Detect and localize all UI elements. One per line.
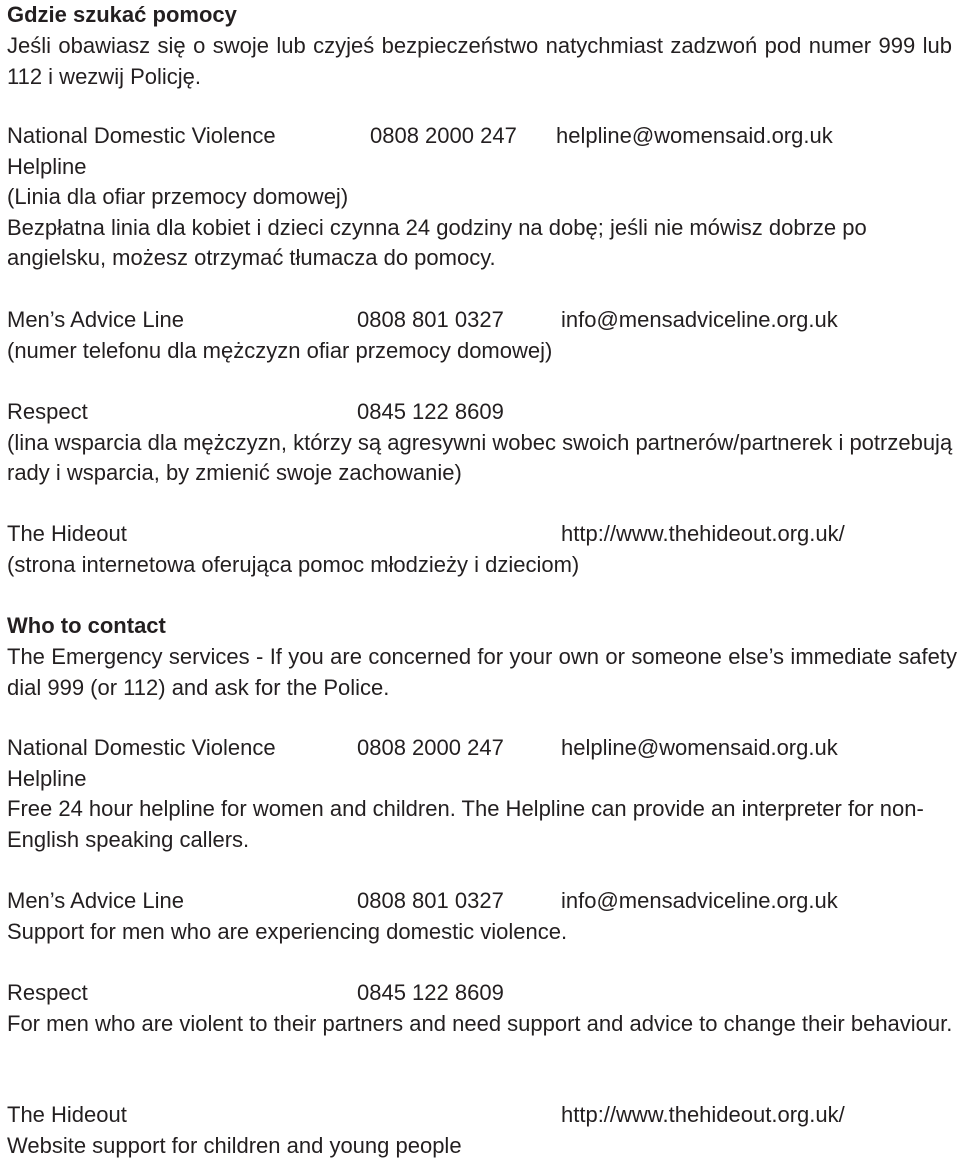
- pl-respect-row: [7, 397, 957, 428]
- pl-ndv-row: [7, 121, 957, 152]
- pl-entry-mal: [7, 305, 957, 366]
- en-hideout-row: [7, 1100, 957, 1131]
- en-mal-row: [7, 886, 957, 917]
- pl-mal-name: Men’s Advice Line: [7, 307, 184, 332]
- pl-ndv-phone[interactable]: 0808 2000 247: [370, 123, 517, 148]
- english-section: [7, 611, 957, 703]
- pl-ndv-email[interactable]: helpline@womensaid.org.uk: [556, 123, 833, 148]
- pl-ndv-name: National Domestic Violence: [7, 123, 276, 148]
- polish-intro: Jeśli obawiasz się o swoje lub czyjeś bezpieczeństwo natychmiast zadzwoń pod numer 999 lub 112 i wezwij Policję.: [7, 33, 952, 89]
- en-hideout-url[interactable]: http://www.thehideout.org.uk/: [561, 1102, 845, 1127]
- en-mal-name: Men’s Advice Line: [7, 888, 184, 913]
- pl-respect-desc1: (lina wsparcia dla mężczyzn, którzy są agresywni wobec swoich partnerów/partnerek i potrzebują rady i wsparcia, by zmienić swoje zachowanie): [7, 429, 953, 486]
- pl-mal-desc1: (numer telefonu dla mężczyzn ofiar przemocy domowej): [7, 337, 553, 363]
- en-ndv-phone[interactable]: 0808 2000 247: [357, 735, 504, 760]
- english-intro: The Emergency services - If you are concerned for your own or someone else’s immediate safety dial 999 (or 112) and ask for the Police.: [7, 644, 957, 700]
- pl-mal-row: [7, 305, 957, 336]
- en-respect-phone[interactable]: 0845 122 8609: [357, 980, 504, 1005]
- pl-mal-email[interactable]: info@mensadviceline.org.uk: [561, 307, 838, 332]
- en-entry-respect: [7, 978, 957, 1039]
- en-mal-email[interactable]: info@mensadviceline.org.uk: [561, 888, 838, 913]
- pl-ndv-name-cont: Helpline: [7, 153, 87, 179]
- en-respect-name: Respect: [7, 980, 88, 1005]
- en-ndv-name-cont: Helpline: [7, 765, 87, 791]
- pl-hideout-name: The Hideout: [7, 521, 127, 546]
- pl-entry-respect: [7, 397, 957, 489]
- english-heading: Who to contact: [7, 613, 166, 638]
- en-mal-desc1: Support for men who are experiencing domestic violence.: [7, 918, 568, 944]
- en-ndv-name: National Domestic Violence: [7, 735, 276, 760]
- pl-ndv-desc1: (Linia dla ofiar przemocy domowej): [7, 184, 349, 210]
- en-entry-hideout: [7, 1100, 957, 1161]
- en-hideout-name: The Hideout: [7, 1102, 127, 1127]
- en-respect-row: [7, 978, 957, 1009]
- pl-entry-hideout: [7, 519, 957, 580]
- en-ndv-row: [7, 733, 957, 764]
- polish-heading: Gdzie szukać pomocy: [7, 2, 237, 27]
- en-hideout-desc1: Website support for children and young people: [7, 1132, 462, 1158]
- en-entry-ndv: [7, 733, 957, 855]
- pl-entry-ndv: [7, 121, 957, 274]
- en-entry-mal: [7, 886, 957, 947]
- pl-respect-phone[interactable]: 0845 122 8609: [357, 399, 504, 424]
- pl-respect-name: Respect: [7, 399, 88, 424]
- en-respect-desc1: For men who are violent to their partners and need support and advice to change their behaviour.: [7, 1010, 953, 1036]
- pl-hideout-desc1: (strona internetowa oferująca pomoc młodzieży i dzieciom): [7, 551, 580, 577]
- en-ndv-email[interactable]: helpline@womensaid.org.uk: [561, 735, 838, 760]
- pl-hideout-url[interactable]: http://www.thehideout.org.uk/: [561, 521, 845, 546]
- en-mal-phone[interactable]: 0808 801 0327: [357, 888, 504, 913]
- polish-section: [7, 0, 957, 92]
- pl-ndv-desc2: Bezpłatna linia dla kobiet i dzieci czynna 24 godziny na dobę; jeśli nie mówisz dobrze po angielsku, możesz otrzymać tłumacza do pomocy.: [7, 214, 867, 271]
- pl-hideout-row: [7, 519, 957, 550]
- pl-mal-phone[interactable]: 0808 801 0327: [357, 307, 504, 332]
- en-ndv-desc1: Free 24 hour helpline for women and children. The Helpline can provide an interpreter for non-English speaking callers.: [7, 796, 924, 852]
